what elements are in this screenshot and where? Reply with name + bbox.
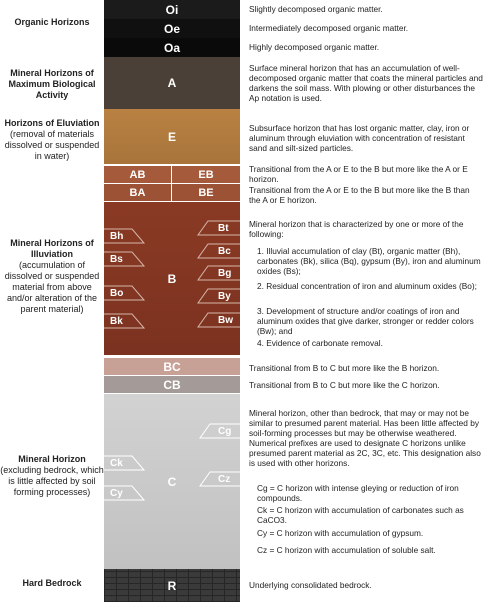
horizon-r: R bbox=[104, 569, 240, 602]
illuviation-note: (accumulation of dissolved or suspended material from above and/or alteration of the parent material) bbox=[4, 260, 100, 314]
horizon-a: A bbox=[104, 57, 240, 109]
subhorizon-bc: Bc bbox=[218, 246, 231, 257]
subhorizon-cy: Cy bbox=[110, 488, 123, 499]
desc-ba-be: Transitional from the A or E to the B but more like the B than the A or E horizon. bbox=[249, 185, 470, 205]
desc-b-2: 2. Residual concentration of iron and aluminum oxides (Bo); bbox=[257, 281, 477, 291]
desc-cg: Cg = C horizon with intense gleying or reduction of iron compounds. bbox=[257, 483, 459, 503]
subhorizon-by: By bbox=[218, 291, 231, 302]
organic-horizons-label: Organic Horizons bbox=[14, 17, 90, 27]
subhorizon-cz: Cz bbox=[218, 474, 231, 485]
bedrock-label: Hard Bedrock bbox=[22, 578, 82, 588]
desc-r: Underlying consolidated bedrock. bbox=[249, 580, 372, 590]
desc-oa: Highly decomposed organic matter. bbox=[249, 42, 380, 52]
desc-cz: Cz = C horizon with accumulation of soluble salt. bbox=[257, 545, 436, 555]
subhorizon-bk: Bk bbox=[110, 316, 123, 327]
subhorizon-ck: Ck bbox=[110, 458, 123, 469]
desc-b-3: 3. Development of structure and/or coatings of iron and aluminum oxides that give darker, stronger or redder colors (Bw); and bbox=[257, 306, 474, 336]
illuviation-label: Mineral Horizons of Illuviation (accumulation of dissolved or suspended material from above and/or alteration of the parent material) bbox=[4, 238, 100, 314]
mineral-horizon-label: Mineral Horizon (excluding bedrock, which is little affected by soil forming processes) bbox=[0, 454, 104, 497]
desc-cy: Cy = C horizon with accumulation of gypsum. bbox=[257, 528, 424, 538]
subhorizon-bg: Bg bbox=[218, 268, 232, 279]
desc-e: Subsurface horizon that has lost organic matter, clay, iron or aluminum through eluviation with concentration of resistant sand and silt-sized particles. bbox=[249, 123, 470, 153]
horizon-ab: AB bbox=[104, 166, 171, 183]
desc-ab-eb: Transitional from the A or E to the B but more like the A or E horizon. bbox=[249, 164, 468, 184]
desc-b-intro: Mineral horizon that is characterized by one or more of the following: bbox=[249, 219, 464, 239]
desc-c-intro: Mineral horizon, other than bedrock, that may or may not be similar to presumed parent material. Has been little affected by soil-forming processes but may be otherwise weathered. Numerical prefixes are used to designate C horizons unlike presumed parent material as 2C, 3C, etc. This designation also is used with other horizons. bbox=[249, 408, 481, 468]
horizon-eb: EB bbox=[172, 166, 240, 183]
mineral-note: (excluding bedrock, which is little affected by soil forming processes) bbox=[0, 465, 104, 497]
desc-ck: Ck = C horizon with accumulation of carbonates such as CaCO3. bbox=[257, 505, 464, 525]
max-bio-label: Mineral Horizons of Maximum Biological Activity bbox=[8, 68, 96, 100]
desc-oe: Intermediately decomposed organic matter. bbox=[249, 23, 409, 33]
horizon-oe: Oe bbox=[104, 19, 240, 38]
desc-oi: Slightly decomposed organic matter. bbox=[249, 4, 383, 14]
eluviation-label: Horizons of Eluviation (removal of materials dissolved or suspended in water) bbox=[4, 118, 100, 161]
horizon-ba: BA bbox=[104, 184, 171, 201]
desc-b-4: 4. Evidence of carbonate removal. bbox=[257, 338, 383, 348]
desc-a: Surface mineral horizon that has an accumulation of well-decomposed organic matter that coats the mineral particles and darkens the soil mass. With plowing or other disturbances the Ap notation is used. bbox=[249, 63, 483, 103]
horizon-c: C bbox=[104, 394, 240, 569]
soil-profile-column bbox=[104, 0, 240, 602]
horizon-bc: BC bbox=[104, 358, 240, 375]
subhorizon-cg: Cg bbox=[218, 426, 232, 437]
subhorizon-bw: Bw bbox=[218, 315, 233, 326]
horizon-oa: Oa bbox=[104, 38, 240, 57]
subhorizon-bh: Bh bbox=[110, 231, 124, 242]
subhorizon-bs: Bs bbox=[110, 254, 123, 265]
desc-bc: Transitional from B to C but more like the B horizon. bbox=[249, 363, 440, 373]
horizon-cb: CB bbox=[104, 376, 240, 393]
horizon-oi: Oi bbox=[104, 0, 240, 19]
horizon-be: BE bbox=[172, 184, 240, 201]
eluviation-note: (removal of materials dissolved or suspended in water) bbox=[4, 129, 100, 161]
desc-b-1: 1. Illuvial accumulation of clay (Bt), organic matter (Bh), carbonates (Bk), silica (Bq), gypsum (By), iron and aluminum oxides (Bs); bbox=[257, 246, 481, 276]
horizon-e: E bbox=[104, 109, 240, 164]
horizon-b: B bbox=[104, 202, 240, 355]
subhorizon-bt: Bt bbox=[218, 223, 229, 234]
subhorizon-bo: Bo bbox=[110, 288, 124, 299]
desc-cb: Transitional from B to C but more like the C horizon. bbox=[249, 380, 440, 390]
